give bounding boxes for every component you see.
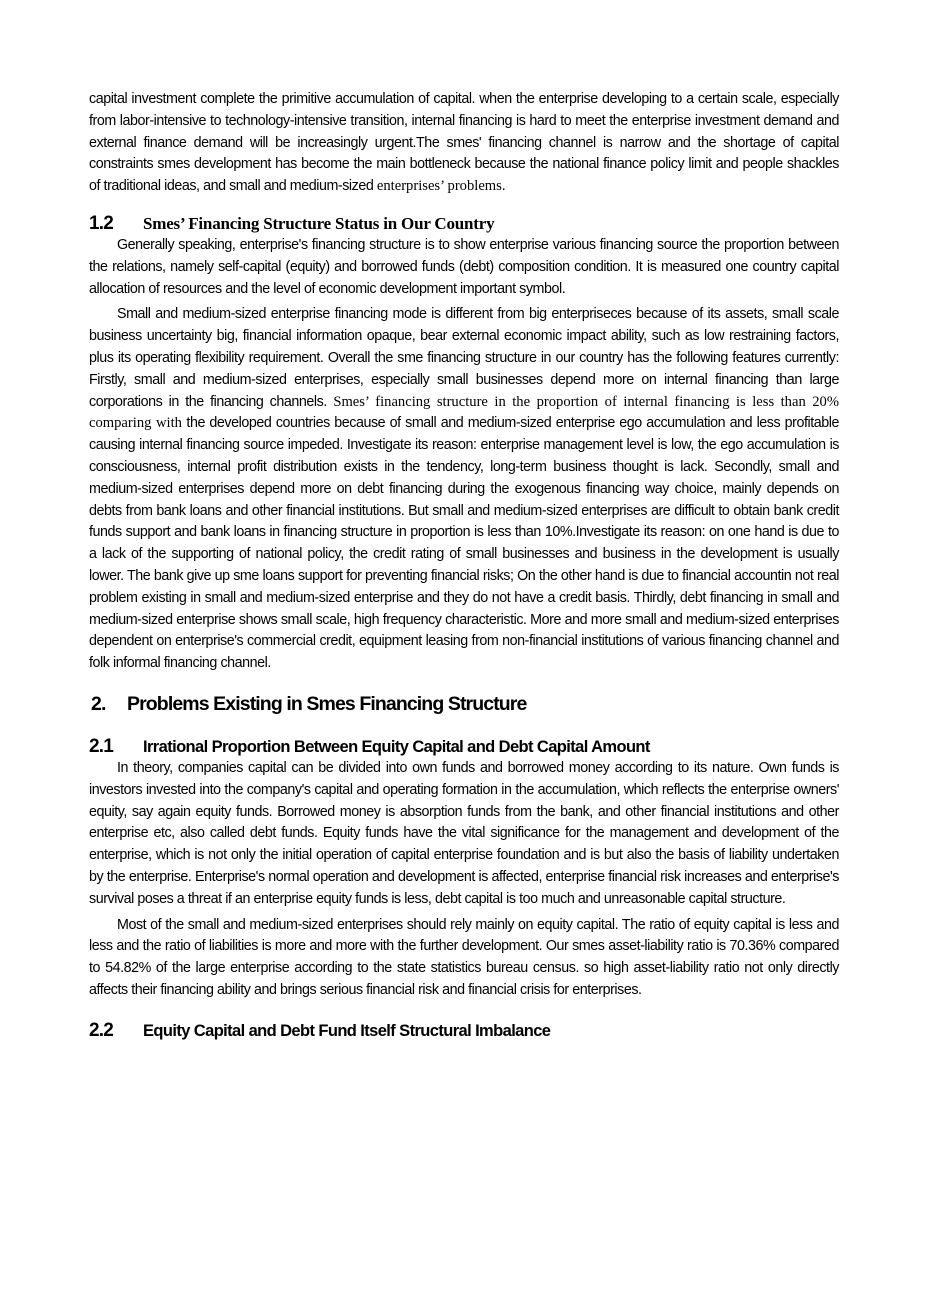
paragraph-text: the developed countries because of small and medium-sized enterprise ego accumulation and less profitable causing internal financing source impeded. Investigate its reason: enterprise management level is low, the ego accumulation is consciousness, internal profit distribution exists in the tendency, long-term business thought is lack. Secondly, small and medium-sized enterprises depend more on debt financing during the exogenous financing way choice, mainly depends on debts from bank loans and other financial institutions. But small and medium-sized enterprises are difficult to obtain bank credit funds support and bank loans in financing structure in proportion is less than 10%.Investigate its reason: on one hand is due to a lack of the supporting of national policy, the credit rating of small businesses and business in the development is usually lower. The bank give up sme loans support for preventing financial risks; On the other hand is due to financial accountin not real problem existing in small and medium-sized enterprise and they do not have a credit basis. Thirdly, debt financing in small and medium-sized enterprise shows small scale, high frequency characteristic. More and more small and medium-sized enterprises dependent on enterprise's commercial credit, equipment leasing from non-financial institutions of various financing channel and folk informal financing channel. <box>89 415 839 672</box>
intro-paragraph-sans: capital investment complete the primitive accumulation of capital. when the enterprise developing to a certain scale, especially from labor-intensive to technology-intensive transition, internal financing is hard to meet the enterprise investment demand and external finance demand will be increasingly urgent.The smes' financing channel is narrow and the shortage of capital constraints smes development has become the main bottleneck because the national finance policy limit and people shackles of traditional ideas, and small and medium-sized <box>89 91 839 195</box>
body-paragraph: In theory, companies capital can be divided into own funds and borrowed money according to its nature. Own funds is investors invested into the company's capital and operating formation in the accumulation, which reflects the enterprise owners' equity, say again equity funds. Borrowed money is absorption funds from the bank, and other financial institutions and other enterprise etc, also called debt funds. Equity funds have the vital significance for the management and development of the enterprise, which is not only the initial operation of capital enterprise foundation and is but also the basis of liability undertaken by the enterprise. Enterprise's normal operation and development is affected, enterprise financial risk increases and enterprise's survival poses a threat if an enterprise equity funds is less, debt capital is too much and unreasonable capital structure. <box>89 759 839 907</box>
section-number: 2. <box>91 692 106 715</box>
section-number: 2.2 <box>89 1019 114 1041</box>
body-paragraph: Generally speaking, enterprise's financing structure is to show enterprise various financing source the proportion between the relations, namely self-capital (equity) and borrowed funds (debt) composition condition. It is measured one country capital allocation of resources and the level of economic development important symbol. <box>89 236 839 297</box>
section-number: 2.1 <box>89 735 114 757</box>
paragraph-serif-run: Smes’ financing structure in the proportion of internal financing is less than 20% comparing with <box>89 393 839 432</box>
section-title: Irrational Proportion Between Equity Capital and Debt Capital Amount <box>143 737 650 756</box>
section-1-2-heading <box>89 213 839 235</box>
section-title: Equity Capital and Debt Fund Itself Structural Imbalance <box>143 1021 551 1040</box>
section-number: 1.2 <box>89 212 114 234</box>
section-2-1-heading <box>89 736 839 758</box>
intro-paragraph <box>89 89 839 198</box>
body-paragraph <box>89 304 839 675</box>
paragraph-text: Small and medium-sized enterprise financing mode is different from big enterpriseces because of its assets, small scale business uncertainty big, financial information opaque, bear external economic impact ability, such as low restraining factors, plus its operating flexibility requirement. Overall the sme financing structure in our country has the following features currently: Firstly, small and medium-sized enterprises, especially small businesses depend more on internal financing than large corporations in the financing channels. <box>89 306 839 410</box>
intro-paragraph-serif: enterprises’ problems. <box>376 178 506 195</box>
section-2-heading <box>89 693 839 716</box>
section-2-2-heading <box>89 1020 839 1042</box>
document-page <box>89 89 839 1042</box>
section-title: Problems Existing in Smes Financing Structure <box>127 692 527 715</box>
section-title: Smes’ Financing Structure Status in Our Country <box>143 213 495 233</box>
body-paragraph: Most of the small and medium-sized enterprises should rely mainly on equity capital. The ratio of equity capital is less and less and the ratio of liabilities is more and more with the further development. Our smes asset-liability ratio is 70.36% compared to 54.82% of the large enterprise according to the state statistics bureau census. so high asset-liability ratio not only directly affects their financing ability and brings serious financial risk and financial crisis for enterprises. <box>89 916 839 998</box>
